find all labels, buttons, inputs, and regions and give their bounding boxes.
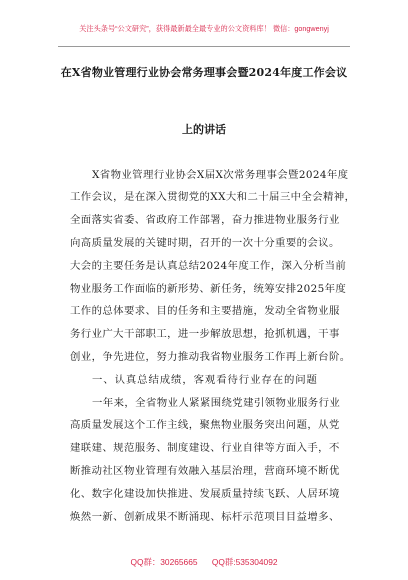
paragraph-line: 工作的总体要求、目的任务和主要措施，发动全省物业服 xyxy=(70,305,340,317)
footer xyxy=(0,556,408,568)
paragraph-line: 焕然一新、创新成果不断涌现、标杆示范项目目益增多、 xyxy=(70,511,340,523)
paragraph-line: 大会的主要任务是认真总结2024年度工作，深入分析当前 xyxy=(70,260,347,272)
paragraph-line: 断推动社区物业管理有效融入基层治理，营商环境不断优 xyxy=(70,465,340,477)
document-title: 在X省物业管理行业协会常务理事会暨2024年度工作会议 xyxy=(60,66,348,79)
paragraph-line: 物业服务工作面临的新形势、新任务，统筹安排2025年度 xyxy=(70,283,347,295)
paragraph-line: 工作会议，是在深入贯彻党的XX大和二十届三中全会精神， xyxy=(70,191,356,203)
paragraph-line: 务行业广大干部职工，进一步解放思想，抢抓机遇，干事 xyxy=(70,328,340,340)
footer-qq-group-2: QQ群:535304092 xyxy=(211,557,278,567)
footer-qq-group-1: QQ群：30265665 xyxy=(130,557,198,567)
paragraph-line: 一年来，全省物业人紧紧围绕党建引领物业服务行业 xyxy=(92,397,341,409)
paragraph-line: 创业，争先进位，努力推动我省物业服务工作再上新台阶。 xyxy=(70,351,351,363)
paragraph-line: 全面落实省委、省政府工作部署，奋力推进物业服务行业 xyxy=(70,214,340,226)
header-divider xyxy=(58,46,350,47)
paragraph-line: 化、数字化建设加快推进、发展质量持续飞跃、人居环境 xyxy=(70,488,340,500)
header-banner: 关注头条号“公文研究”，获得最新最全最专业的公文资料库！ 微信：gongwenyj xyxy=(79,24,329,33)
paragraph-line: X省物业管理行业协会X届X次常务理事会暨2024年度 xyxy=(92,169,349,181)
section-heading: 一、认真总结成绩，客观看待行业存在的问题 xyxy=(92,374,318,386)
paragraph-line: 建联建、规范服务、制度建设、行业自律等方面入手，不 xyxy=(70,442,340,454)
document-subtitle: 上的讲话 xyxy=(182,123,226,136)
paragraph-line: 向高质量发展的关键时期，召开的一次十分重要的会议。 xyxy=(70,237,340,249)
paragraph-line: 高质量发展这个工作主线，聚焦物业服务突出问题，从党 xyxy=(70,419,340,431)
